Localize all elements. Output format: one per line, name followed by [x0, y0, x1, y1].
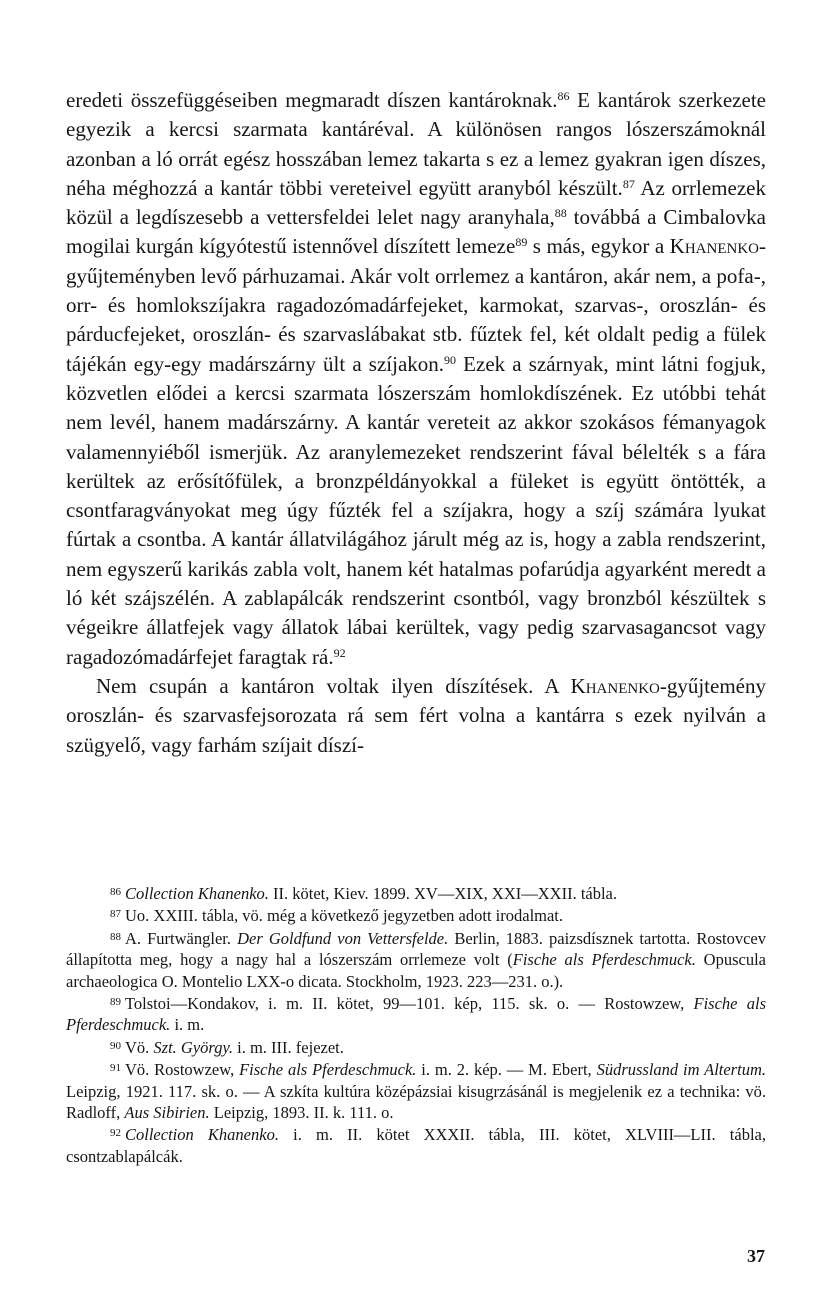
text-run: Az orrlemezek közül a legdíszesebb a vettersfeldei lelet nagy aranyhala,	[66, 175, 766, 230]
footnote-text: i. m. 2. kép. — M. Ebert,	[416, 1060, 597, 1080]
footnote-number: 91	[110, 1062, 121, 1075]
footnote-number: 87	[110, 908, 121, 921]
footnote-number: 92	[110, 1127, 121, 1140]
main-text	[66, 86, 766, 760]
footnote-87	[66, 904, 766, 926]
footnote-text: i. m. III. fejezet.	[233, 1037, 344, 1057]
footnote-text: A. Furtwängler.	[125, 928, 238, 948]
footnote-text: Tolstoi—Kondakov, i. m. II. kötet, 99—101. kép, 115. sk. o. — Rostowzew,	[125, 994, 694, 1014]
collection-name: Khanenko	[669, 234, 759, 259]
text-run: -gyűjteményben levő párhuzamai. Akár volt orrlemez a kantáron, akár nem, a pofa-, orr- és homlokszíjakra ragadozómadárfejeket, karmokat, szarvas-, oroszlán- és párducfejeket, oroszlán- és szarvaslábakat stb. fűztek fel, két oldalt pedig a fülek tájékán egy-egy madárszárny ült a szíjakon.	[66, 234, 766, 376]
footnote-ref-92[interactable]: 92	[333, 645, 346, 660]
footnote-text: Leipzig, 1893. II. k. 111. o.	[209, 1103, 394, 1123]
text-run: Nem csupán a kantáron voltak ilyen díszítések. A	[96, 673, 571, 698]
text-run: eredeti összefüggéseiben megmaradt díszen kantároknak.	[66, 88, 558, 112]
text-run: -gyűjtemény oroszlán- és szarvasfejsorozata rá sem fért volna a kantárra s ezek nyilván a szügyelő, vagy farhám szíjait díszí-	[66, 673, 766, 757]
page-number: 37	[747, 1246, 765, 1266]
footnote-text: II. kötet, Kiev. 1899. XV—XIX, XXI—XXII. tábla.	[268, 884, 618, 903]
footnote-ref-87[interactable]: 87	[622, 176, 635, 191]
footnote-text: Leipzig, 1921. 117. sk. o. — A szkíta kultúra középázsiai kisugrzásánál is megjelenik ez a technika: vö. Radloff,	[66, 1081, 766, 1123]
footnote-text: Vö.	[125, 1037, 154, 1057]
footnote-text: Opuscula archaeologica O. Montelio LXX-o dicata. Stockholm, 1923. 223—231. o.).	[66, 950, 766, 991]
paragraph-1	[66, 86, 766, 672]
footnote-89	[66, 992, 766, 1036]
text-run: s más, egykor a	[527, 234, 670, 259]
footnote-text: i. m.	[170, 1015, 205, 1035]
footnote-text: Uo. XXIII. tábla, vö. még a következő jegyzetben adott irodalmat.	[125, 906, 564, 926]
footnote-title: Fische als Pferdeschmuck.	[239, 1060, 417, 1080]
footnote-ref-86[interactable]: 86	[557, 89, 570, 103]
footnote-ref-88[interactable]: 88	[554, 206, 567, 221]
footnote-title: Szt. György.	[153, 1037, 234, 1057]
footnote-title: Fische als Pferdeschmuck.	[512, 950, 696, 970]
footnote-title: Collection Khanenko.	[125, 884, 269, 903]
collection-name: Khanenko	[570, 673, 660, 698]
footnote-title: Fische als Pferdeschmuck.	[66, 994, 766, 1035]
footnote-91	[66, 1058, 766, 1123]
footnote-number: 88	[110, 930, 121, 943]
footnote-number: 89	[110, 996, 121, 1009]
footnote-ref-89[interactable]: 89	[515, 235, 528, 250]
footnote-number: 86	[110, 886, 121, 898]
text-run: E kantárok szerkezete egyezik a kercsi szarmata kantáréval. A különösen rangos lószerszámoknál azonban a ló orrát egész hosszában lemez takarta s ez a lemez gyakran igen díszes, néha méghozzá a kantár többi vereteivel együtt aranyból készült.	[66, 88, 766, 200]
text-run: Ezek a szárnyak, mint látni fogjuk, közvetlen elődei a kercsi szarmata lószerszám homlokdíszének. Ez utóbbi tehát nem levél, hanem madárszárny. A kantár vereteit az akkor szokásos fémanyagok valamennyiéből ismerjük. Az aranylemezeket rendszerint fával bélelték s a fára kerültek az erősítőfülek, a bronzpéldányokkal a füleket is együtt öntötték, a csontfaragványokat meg úgy fűzték fel a szíjakra, hogy a szíj számára lyukat fúrtak a csontba. A kantár állatvilágához járult még az is, hogy a zabla rendszerint, nem egyszerű karikás zabla volt, hanem két hatalmas pofarúdja agyarként meredt a ló két szájszélén. A zablapálcák rendszerint csontból, vagy bronzból készültek s végeikre állatfejek vagy állatok lábai kerültek, vagy pedig szarvasagancsot vagy ragadozómadárfejet faragtak rá.	[66, 351, 767, 669]
text-run: továbbá a Cimbalovka mogilai kurgán kígyótestű istennővel díszített lemeze	[66, 205, 767, 259]
footnote-92	[66, 1123, 766, 1167]
footnote-title: Collection Khanenko.	[125, 1125, 279, 1145]
footnote-ref-90[interactable]: 90	[444, 352, 457, 367]
footnote-title: Der Goldfund von Vettersfelde.	[237, 928, 449, 948]
footnote-title: Aus Sibirien.	[124, 1103, 210, 1123]
footnotes-section	[66, 882, 766, 1167]
footnote-88	[66, 927, 766, 992]
footnote-text: i. m. II. kötet XXXII. tábla, III. kötet, XLVIII—LII. tábla, csontzablapálcák.	[66, 1125, 766, 1166]
footnote-86	[66, 882, 766, 904]
footnote-text: Vö. Rostowzew,	[125, 1060, 240, 1080]
paragraph-2	[66, 672, 766, 760]
footnote-title: Südrussland im Altertum.	[596, 1060, 766, 1080]
footnote-90	[66, 1036, 766, 1058]
footnote-number: 90	[110, 1039, 121, 1052]
footnote-text: Berlin, 1883. paizsdísznek tartotta. Rostovcev állapította meg, hogy a nagy hal a lószerszám orrlemeze volt (	[66, 928, 767, 970]
